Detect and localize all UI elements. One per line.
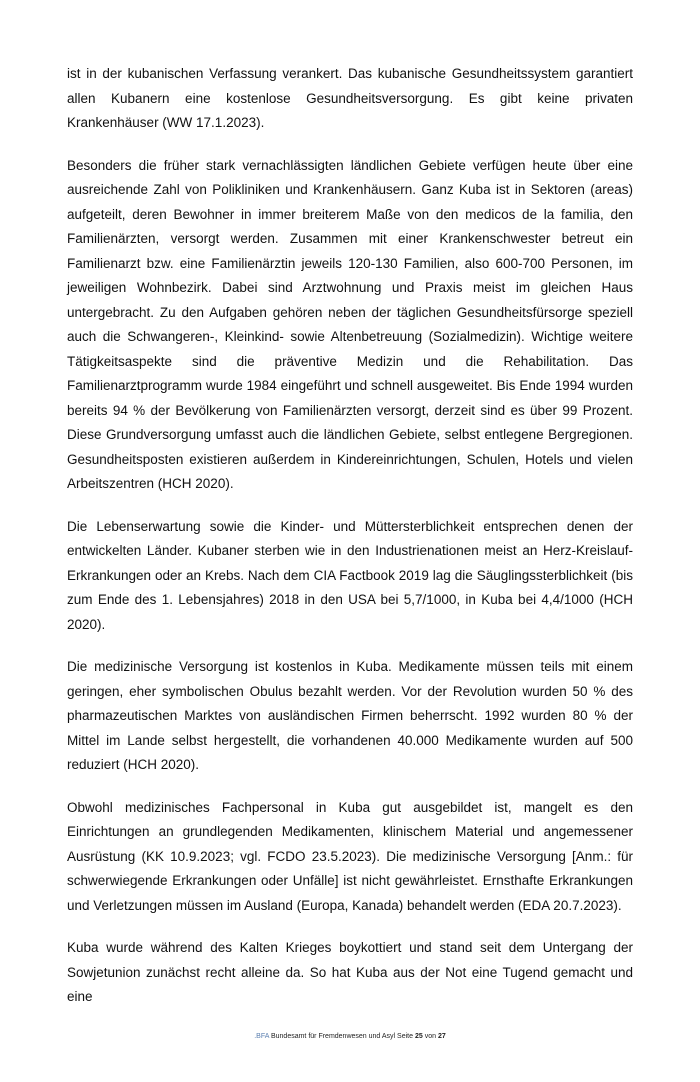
document-body [67,62,633,1010]
page-footer [67,1032,633,1042]
footer-org: Bundesamt für Fremdenwesen und Asyl [270,1032,396,1040]
page-total: 27 [437,1032,446,1040]
paragraph: Die Lebenserwartung sowie die Kinder- und Müttersterblichkeit entsprechen denen der entwickelten Länder. Kubaner sterben wie in den Industrienationen meist an Herz-Kreislauf-Erkrankungen oder an Krebs. Nach dem CIA Factbook 2019 lag die Säuglingssterblichkeit (bis zum Ende des 1. Lebensjahres) 2018 in den USA bei 5,7/1000, in Kuba bei 4,4/1000 (HCH 2020). [67,518,633,632]
paragraph: ist in der kubanischen Verfassung verankert. Das kubanische Gesundheitssystem garantiert allen Kubanern eine kostenlose Gesundheitsversorgung. Es gibt keine privaten Krankenhäuser (WW 17.1.2023). [67,66,633,130]
paragraph: Besonders die früher stark vernachlässigten ländlichen Gebiete verfügen heute über eine ausreichende Zahl von Polikliniken und Krankenhäusern. Ganz Kuba ist in Sektoren (areas) aufgeteilt, deren Bewohner in immer breiterem Maße von den medicos de la familia, den Familienärzten, versorgt werden. Zusammen mit einer Krankenschwester betreut ein Familienarzt bzw. eine Familienärztin jeweils 120-130 Familien, also 600-700 Personen, im jeweiligen Wohnbezirk. Dabei sind Arztwohnung und Praxis meist im gleichen Haus untergebracht. Zu den Aufgaben gehören neben der täglichen Gesundheitsfürsorge speziell auch die Schwangeren-, Kleinkind- sowie Altenbetreuung (Sozialmedizin). Wichtige weitere Tätigkeitsaspekte sind die präventive Medizin und die Rehabilitation. Das Familienarztprogramm wurde 1984 eingeführt und schnell ausgeweitet. Bis Ende 1994 wurden bereits 94 % der Bevölkerung von Familienärzten versorgt, derzeit sind es über 99 Prozent. Diese Grundversorgung umfasst auch die ländlichen Gebiete, selbst entlegene Bergregionen. Gesundheitsposten existieren außerdem in Kindereinrichtungen, Schulen, Hotels und vielen Arbeitszentren (HCH 2020). [67,157,633,491]
bfa-logo: .BFA [254,1032,270,1040]
page-number: 25 [414,1032,423,1040]
footer-of-label: von [424,1032,437,1040]
paragraph: Kuba wurde während des Kalten Krieges boykottiert und stand seit dem Untergang der Sowjetunion zunächst recht alleine da. So hat Kuba aus der Not eine Tugend gemacht und eine [67,940,633,1004]
paragraph: Die medizinische Versorgung ist kostenlos in Kuba. Medikamente müssen teils mit einem geringen, eher symbolischen Obulus bezahlt werden. Vor der Revolution wurden 50 % des pharmazeutischen Marktes von ausländischen Firmen beherrscht. 1992 wurden 80 % der Mittel im Lande selbst hergestellt, die vorhandenen 40.000 Medikamente wurden auf 500 reduziert (HCH 2020). [67,659,633,772]
paragraph: Obwohl medizinisches Fachpersonal in Kuba gut ausgebildet ist, mangelt es den Einrichtungen an grundlegenden Medikamenten, klinischem Material und angemessener Ausrüstung (KK 10.9.2023; vgl. FCDO 23.5.2023). Die medizinische Versorgung [Anm.: für schwerwiegende Erkrankungen oder Unfälle] ist nicht gewährleistet. Ernsthafte Erkrankungen und Verletzungen müssen im Ausland (Europa, Kanada) behandelt werden (EDA 20.7.2023). [67,799,633,913]
footer-page-label: Seite [397,1032,414,1040]
